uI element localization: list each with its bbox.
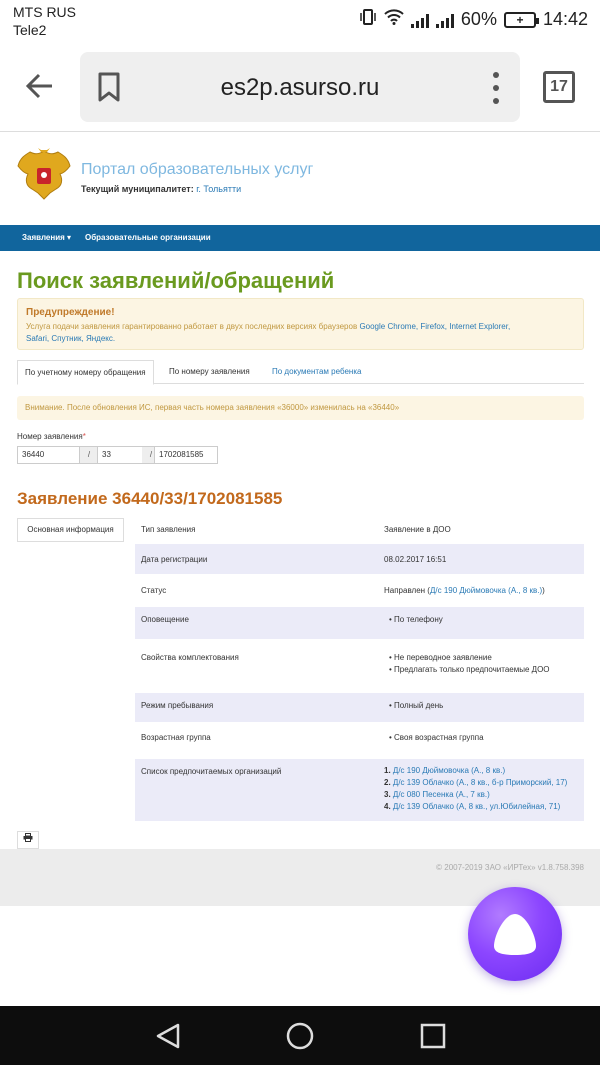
print-button[interactable] bbox=[17, 831, 39, 849]
vibrate-icon bbox=[359, 8, 377, 31]
status-prefix: Направлен ( bbox=[384, 586, 430, 595]
tab-main-info[interactable]: Основная информация bbox=[17, 518, 124, 542]
status-bar bbox=[0, 0, 600, 44]
org-list-item bbox=[384, 802, 560, 811]
signal-icon bbox=[436, 12, 454, 28]
browser-toolbar bbox=[0, 44, 600, 132]
carrier-1: MTS RUS bbox=[13, 4, 76, 20]
org-link[interactable]: Д/с 139 Облачко (А., 8 кв., б-р Приморский, 17) bbox=[392, 778, 568, 787]
back-arrow-icon[interactable] bbox=[22, 68, 58, 104]
org-num: 1. bbox=[384, 766, 391, 775]
application-number-part2[interactable]: 33 bbox=[97, 446, 143, 464]
table-row bbox=[135, 544, 584, 574]
copyright: © 2007-2019 ЗАО «ИРТех» v1.8.758.398 bbox=[436, 863, 584, 872]
main-nav bbox=[0, 225, 600, 251]
table-row bbox=[135, 639, 584, 693]
separator: / bbox=[142, 446, 160, 464]
row-key: Возрастная группа bbox=[141, 733, 211, 742]
table-row bbox=[135, 574, 584, 607]
tab-account-number[interactable]: По учетному номеру обращения bbox=[17, 360, 154, 385]
browsers-link-line2[interactable]: Safari, Спутник, Яндекс. bbox=[26, 334, 116, 343]
tab-application-number[interactable]: По номеру заявления bbox=[169, 367, 250, 376]
row-key: Тип заявления bbox=[141, 525, 196, 534]
application-info-table bbox=[135, 515, 584, 821]
tab-child-documents[interactable]: По документам ребенка bbox=[272, 367, 362, 376]
battery-percent: 60% bbox=[460, 9, 497, 29]
page-title: Поиск заявлений/обращений bbox=[17, 268, 335, 293]
row-key: Оповещение bbox=[141, 615, 189, 624]
address-bar[interactable] bbox=[80, 52, 520, 122]
browsers-link-line1[interactable]: Google Chrome, Firefox, Internet Explorer, bbox=[359, 322, 511, 331]
warning-title: Предупреждение! bbox=[26, 307, 115, 318]
org-list-item bbox=[384, 766, 505, 775]
more-vert-icon[interactable] bbox=[492, 72, 500, 104]
application-number-part1[interactable]: 36440 bbox=[17, 446, 80, 464]
nav-item-organizations[interactable]: Образовательные организации bbox=[85, 233, 211, 242]
url-text[interactable]: es2p.asurso.ru bbox=[220, 74, 380, 101]
battery-icon: + bbox=[504, 12, 536, 28]
row-key: Дата регистрации bbox=[141, 555, 208, 564]
status-org-link[interactable]: Д/с 190 Дюймовочка (А., 8 кв.) bbox=[429, 586, 543, 595]
municipality-line bbox=[81, 184, 241, 194]
org-num: 4. bbox=[384, 802, 391, 811]
carrier-info bbox=[13, 3, 76, 39]
required-mark: * bbox=[82, 432, 86, 441]
application-number-part3[interactable]: 1702081585 bbox=[154, 446, 218, 464]
table-row bbox=[135, 722, 584, 759]
notice-alert: Внимание. После обновления ИС, первая часть номера заявления «36000» изменилась на «36440» bbox=[17, 396, 584, 420]
clock: 14:42 bbox=[542, 9, 588, 29]
row-key: Режим пребывания bbox=[141, 701, 214, 710]
bullet-item: • Полный день bbox=[389, 701, 443, 710]
bullet-item: • Предлагать только предпочитаемые ДОО bbox=[389, 665, 550, 674]
application-number-label-text: Номер заявления bbox=[17, 432, 83, 441]
status-icons bbox=[359, 8, 588, 31]
table-row bbox=[135, 515, 584, 544]
row-key: Свойства комплектования bbox=[141, 653, 239, 662]
printer-icon bbox=[23, 835, 33, 844]
nav-item-applications[interactable]: Заявления ▾ bbox=[22, 233, 72, 242]
status-value bbox=[384, 586, 545, 595]
coat-of-arms-icon bbox=[16, 145, 72, 207]
status-suffix: ) bbox=[542, 586, 545, 595]
tab-switcher-button[interactable]: 17 bbox=[543, 71, 575, 103]
voice-assistant-button[interactable] bbox=[468, 887, 562, 981]
municipality-label: Текущий муниципалитет: bbox=[81, 184, 194, 194]
warning-text-prefix: Услуга подачи заявления гарантированно работает в двух последних версиях браузеров bbox=[26, 322, 358, 331]
org-link[interactable]: Д/с 190 Дюймовочка (А., 8 кв.) bbox=[392, 766, 506, 775]
separator: / bbox=[80, 446, 98, 464]
carrier-2: Tele2 bbox=[13, 22, 47, 38]
org-link[interactable]: Д/с 139 Облачко (А, 8 кв., ул.Юбилейная, 71) bbox=[392, 802, 561, 811]
site-header bbox=[0, 133, 600, 225]
bullet-item: • Не переводное заявление bbox=[389, 653, 492, 662]
table-row bbox=[135, 693, 584, 722]
row-key: Список предпочитаемых организаций bbox=[141, 767, 282, 776]
warning-text bbox=[26, 321, 575, 345]
recents-icon[interactable] bbox=[420, 1023, 446, 1049]
row-value: 08.02.2017 16:51 bbox=[384, 555, 447, 564]
portal-title[interactable]: Портал образовательных услуг bbox=[81, 161, 314, 178]
signal-icon bbox=[411, 12, 429, 28]
org-num: 2. bbox=[384, 778, 391, 787]
back-icon[interactable] bbox=[154, 1022, 182, 1050]
bullet-item: • Своя возрастная группа bbox=[389, 733, 484, 742]
org-list-item bbox=[384, 790, 490, 799]
wifi-icon bbox=[384, 9, 404, 30]
table-row bbox=[135, 759, 584, 821]
table-row bbox=[135, 607, 584, 639]
bullet-item: • По телефону bbox=[389, 615, 443, 624]
application-title: Заявление 36440/33/1702081585 bbox=[17, 489, 283, 508]
alice-icon bbox=[468, 887, 562, 981]
row-key: Статус bbox=[141, 586, 167, 595]
org-link[interactable]: Д/с 080 Песенка (А., 7 кв.) bbox=[392, 790, 490, 799]
org-list-item bbox=[384, 778, 567, 787]
search-tabs bbox=[17, 360, 584, 384]
org-num: 3. bbox=[384, 790, 391, 799]
warning-alert bbox=[17, 298, 584, 350]
municipality-link[interactable]: г. Тольятти bbox=[196, 184, 242, 194]
row-value: Заявление в ДОО bbox=[384, 525, 451, 534]
application-number-label bbox=[17, 432, 86, 441]
home-icon[interactable] bbox=[286, 1022, 314, 1050]
system-nav-bar bbox=[0, 1006, 600, 1065]
